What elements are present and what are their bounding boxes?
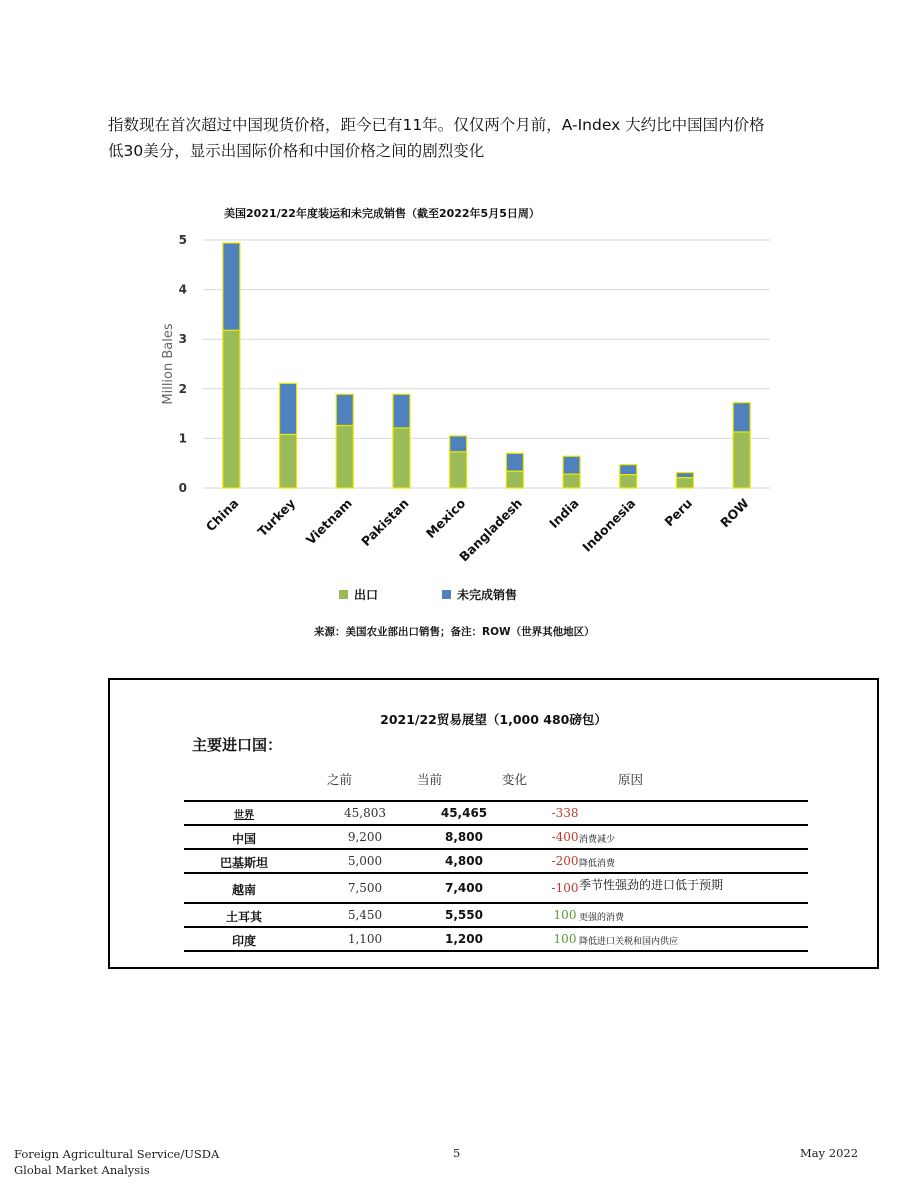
bar-segment-outstanding bbox=[223, 243, 240, 330]
y-tick-label: 5 bbox=[178, 233, 187, 247]
bar-segment-outstanding bbox=[620, 465, 637, 475]
y-tick-label: 4 bbox=[178, 282, 187, 297]
table-row bbox=[184, 874, 808, 904]
header-chg: 变化 bbox=[502, 772, 528, 787]
cell-prev: 9,200 bbox=[347, 830, 383, 844]
cell-chg: 100 bbox=[553, 932, 577, 946]
legend-swatch-outstanding bbox=[442, 590, 451, 599]
bar-segment-exports bbox=[620, 475, 637, 488]
table-title: 2021/22贸易展望（1,000 480磅包） bbox=[380, 712, 607, 727]
cell-cur: 1,200 bbox=[445, 932, 483, 946]
bar-segment-exports bbox=[506, 471, 523, 488]
y-tick-label: 1 bbox=[178, 431, 187, 446]
table-row bbox=[184, 904, 808, 928]
table-row bbox=[184, 802, 808, 826]
footer-organization bbox=[14, 1146, 219, 1178]
table-row bbox=[184, 826, 808, 850]
legend-label-outstanding: 未完成销售 bbox=[457, 588, 518, 602]
cell-country: 中国 bbox=[231, 832, 256, 846]
header-reason: 原因 bbox=[618, 772, 644, 787]
footer-date: May 2022 bbox=[800, 1146, 859, 1160]
cell-prev: 5,450 bbox=[347, 908, 383, 922]
x-tick-label: India bbox=[546, 495, 582, 532]
cell-chg: 100 bbox=[553, 908, 577, 922]
bar-segment-exports bbox=[450, 452, 467, 488]
bar-segment-outstanding bbox=[506, 453, 523, 471]
legend-outstanding bbox=[442, 586, 517, 603]
cell-reason: 降低进口关税和国内供应 bbox=[579, 937, 679, 947]
y-axis-label: Million Bales bbox=[161, 323, 176, 405]
intro-line-1: 指数现在首次超过中国现货价格，距今已有11年。仅仅两个月前，A-Index 大约比中国国内价格 bbox=[108, 116, 765, 134]
x-tick-label: China bbox=[202, 495, 242, 535]
cell-cur: 4,800 bbox=[445, 854, 483, 868]
intro-paragraph bbox=[108, 112, 828, 164]
bar-segment-exports bbox=[393, 428, 410, 488]
header-cur: 当前 bbox=[417, 772, 443, 787]
cell-prev: 7,500 bbox=[347, 881, 383, 895]
cell-cur: 5,550 bbox=[445, 908, 483, 922]
footer-org-line-2: Global Market Analysis bbox=[14, 1163, 150, 1177]
cell-chg: -100 bbox=[551, 881, 579, 895]
bar-segment-exports bbox=[280, 434, 297, 488]
legend-exports bbox=[339, 586, 378, 603]
cell-reason: 更强的消费 bbox=[579, 913, 625, 923]
cell-country: 印度 bbox=[231, 934, 256, 948]
bar-segment-exports bbox=[336, 426, 353, 488]
table-row bbox=[184, 928, 808, 952]
bar-segment-exports bbox=[563, 474, 580, 488]
bar-segment-outstanding bbox=[733, 403, 750, 432]
legend-label-exports: 出口 bbox=[354, 588, 379, 602]
cell-cur: 7,400 bbox=[445, 881, 483, 895]
cell-prev: 1,100 bbox=[347, 932, 383, 946]
cell-chg: -200 bbox=[551, 854, 579, 868]
bar-segment-outstanding bbox=[676, 473, 693, 478]
x-tick-label: Turkey bbox=[254, 495, 299, 540]
x-tick-label: Bangladesh bbox=[456, 495, 525, 565]
bar-segment-outstanding bbox=[450, 436, 467, 452]
cell-chg: -400 bbox=[551, 830, 579, 844]
cell-reason: 消费减少 bbox=[579, 835, 616, 845]
cell-country: 越南 bbox=[231, 883, 256, 897]
intro-line-2: 低30美分，显示出国际价格和中国价格之间的剧烈变化 bbox=[108, 142, 485, 160]
cell-reason: 降低消费 bbox=[579, 859, 616, 869]
table-row bbox=[184, 850, 808, 874]
y-tick-label: 3 bbox=[178, 332, 187, 347]
table-subtitle: 主要进口国： bbox=[192, 736, 283, 754]
cell-chg: -338 bbox=[551, 806, 579, 820]
trade-outlook-box bbox=[108, 678, 879, 969]
cell-country: 巴基斯坦 bbox=[219, 856, 268, 870]
cell-cur: 45,465 bbox=[440, 806, 488, 820]
importers-table bbox=[184, 800, 808, 952]
stacked-bar-chart bbox=[150, 225, 790, 575]
bar-segment-exports bbox=[223, 330, 240, 488]
x-tick-label: ROW bbox=[717, 495, 752, 531]
cell-reason: 季节性强劲的进口低于预期 bbox=[579, 878, 724, 892]
cell-country: 土耳其 bbox=[225, 910, 262, 924]
page-number: 5 bbox=[453, 1146, 461, 1160]
x-tick-label: Peru bbox=[661, 495, 696, 530]
cell-cur: 8,800 bbox=[445, 830, 483, 844]
legend-swatch-exports bbox=[339, 590, 348, 599]
x-tick-label: Pakistan bbox=[358, 495, 412, 549]
cell-prev: 45,803 bbox=[344, 806, 386, 820]
cell-prev: 5,000 bbox=[347, 854, 383, 868]
cell-country: 世界 bbox=[234, 810, 254, 821]
chart-source-note: 来源：美国农业部出口销售；备注：ROW（世界其他地区） bbox=[314, 626, 595, 638]
x-tick-label: Vietnam bbox=[302, 495, 355, 548]
x-tick-label: Indonesia bbox=[579, 495, 639, 555]
header-prev: 之前 bbox=[327, 772, 353, 787]
y-tick-label: 2 bbox=[178, 381, 187, 396]
bar-segment-outstanding bbox=[563, 456, 580, 474]
bar-segment-outstanding bbox=[336, 394, 353, 425]
bar-segment-outstanding bbox=[393, 394, 410, 428]
x-tick-label: Mexico bbox=[422, 495, 469, 541]
bar-segment-outstanding bbox=[280, 383, 297, 434]
bar-segment-exports bbox=[733, 432, 750, 488]
bar-segment-exports bbox=[676, 478, 693, 488]
chart-title: 美国2021/22年度装运和未完成销售（截至2022年5月5日周） bbox=[224, 207, 540, 220]
footer-org-line-1: Foreign Agricultural Service/USDA bbox=[14, 1147, 220, 1161]
y-tick-label: 0 bbox=[178, 481, 187, 495]
